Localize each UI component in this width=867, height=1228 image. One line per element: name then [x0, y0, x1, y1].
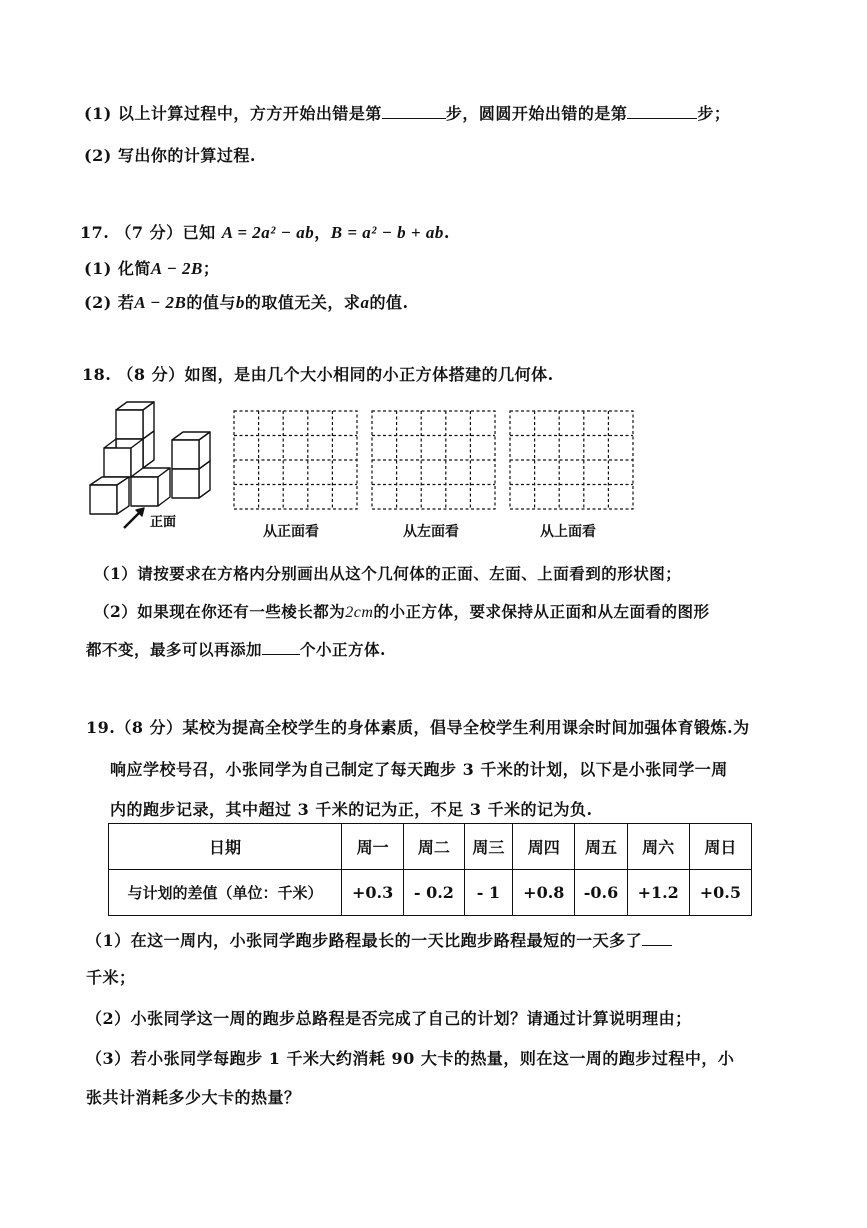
table-cell: 周五 — [575, 824, 627, 870]
q19-part1-unit: 千米； — [86, 968, 136, 987]
table-header-row — [109, 824, 752, 870]
q19-part1: （1）在这一周内，小张同学跑步路程最长的一天比跑步路程最短的一天多了 — [86, 928, 672, 951]
cube — [90, 477, 129, 514]
q19-line3: 内的跑步记录，其中超过 3 千米的记为正，不足 3 千米的记为负. — [110, 800, 593, 819]
table-cell: 周一 — [342, 824, 404, 870]
table-cell: 周三 — [464, 824, 513, 870]
table-cell: - 1 — [464, 870, 513, 916]
front-label: 正面 — [150, 515, 177, 530]
answer-blank[interactable] — [642, 931, 672, 946]
q18-header: 18. （8 分）如图，是由几个大小相同的小正方体搭建的几何体. — [82, 365, 554, 384]
front-view-grid[interactable] — [233, 410, 358, 510]
left-view-grid[interactable] — [371, 410, 496, 510]
table-cell: +0.8 — [513, 870, 575, 916]
q19-line2: 响应学校号召，小张同学为自己制定了每天跑步 3 千米的计划，以下是小张同学一周 — [110, 760, 728, 779]
top-view-grid[interactable] — [509, 410, 634, 510]
table-cell: 周四 — [513, 824, 575, 870]
table-cell: 周六 — [627, 824, 689, 870]
table-cell: -0.6 — [575, 870, 627, 916]
q16-part1: (1) 以上计算过程中，方方开始出错是第 步，圆圆开始出错的是第 步； — [84, 104, 731, 123]
q18-part2-line1: （2）如果现在你还有一些棱长都为2cm的小正方体，要求保持从正面和从左面看的图形 — [94, 602, 710, 621]
q17-part1: (1) 化简A − 2B； — [84, 259, 220, 278]
q18-part2-line2: 都不变，最多可以再添加 个小正方体. — [86, 640, 386, 659]
table-cell: 周二 — [404, 824, 464, 870]
cube — [131, 468, 170, 506]
cube — [116, 402, 154, 439]
top-view-caption: 从上面看 — [540, 524, 596, 540]
table-cell: 周日 — [689, 824, 751, 870]
running-record-table — [108, 823, 752, 916]
table-cell: +0.3 — [342, 870, 404, 916]
q16-part2: (2) 写出你的计算过程. — [84, 146, 256, 165]
table-cell: - 0.2 — [404, 870, 464, 916]
q18-part1: （1）请按要求在方格内分别画出从这个几何体的正面、左面、上面看到的形状图； — [94, 564, 682, 583]
answer-blank[interactable] — [627, 104, 697, 119]
table-cell: +1.2 — [627, 870, 689, 916]
q19-part3-line1: （3）若小张同学每跑步 1 千米大约消耗 90 大卡的热量，则在这一周的跑步过程中，小 — [86, 1049, 735, 1068]
q17-part2: (2) 若A − 2B的值与b的取值无关，求a的值. — [84, 293, 409, 312]
table-row — [109, 870, 752, 916]
q19-part3-line2: 张共计消耗多少大卡的热量？ — [86, 1088, 301, 1107]
cube — [172, 432, 210, 469]
table-cell: 日期 — [109, 824, 342, 870]
answer-blank[interactable] — [382, 104, 446, 119]
front-view-caption: 从正面看 — [263, 524, 319, 540]
left-view-caption: 从左面看 — [403, 524, 459, 540]
q19-part2: （2）小张同学这一周的跑步总路程是否完成了自己的计划？请通过计算说明理由； — [86, 1009, 692, 1028]
table-cell: 与计划的差值（单位：千米） — [109, 870, 342, 916]
q17-header: 17. （7 分）已知 A = 2a² − ab，B = a² − b + ab. — [80, 223, 450, 242]
answer-blank[interactable] — [262, 640, 300, 655]
table-cell: +0.5 — [689, 870, 751, 916]
q19-line1: 19.（8 分）某校为提高全校学生的身体素质，倡导全校学生利用课余时间加强体育锻炼.为 — [86, 718, 750, 737]
cube-figure — [84, 398, 224, 538]
